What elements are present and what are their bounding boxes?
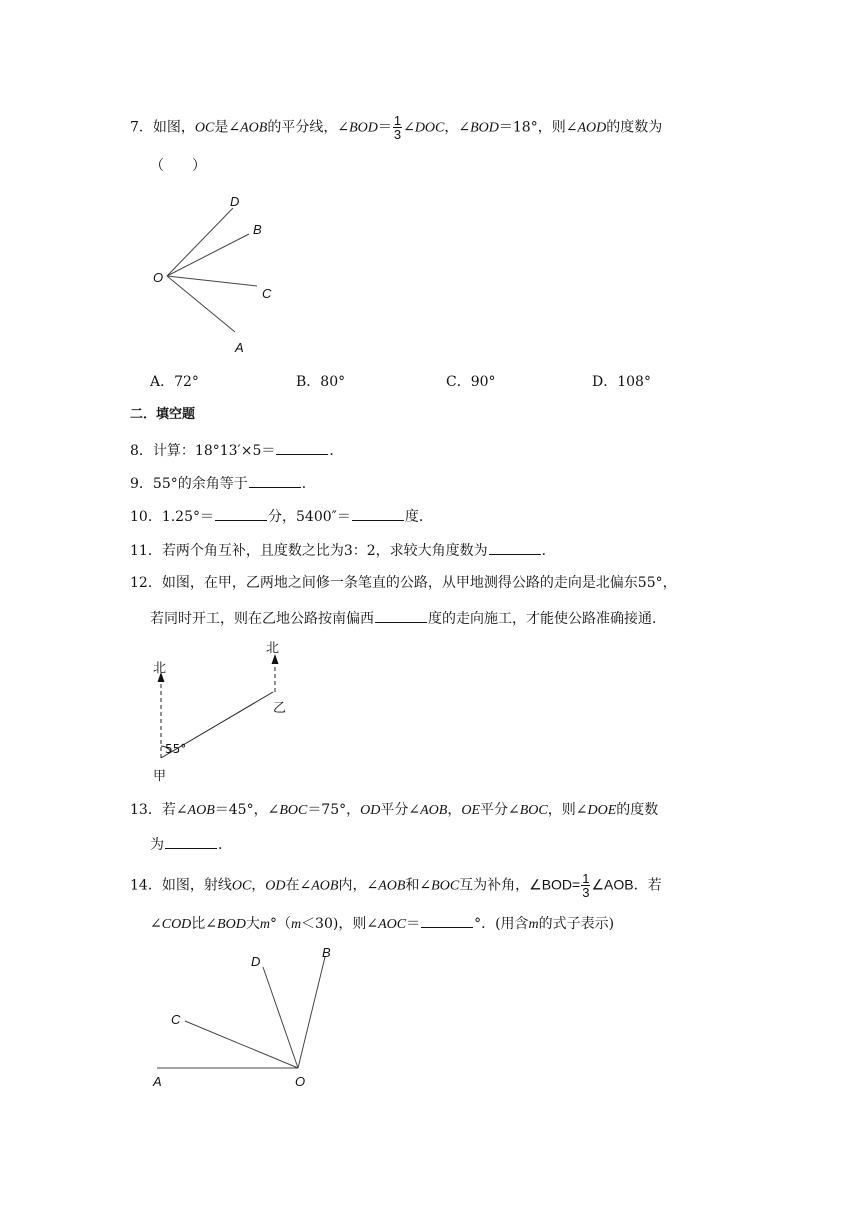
- var-aoc: AOC: [378, 917, 407, 932]
- q11-text: 11．若两个角互补，且度数之比为3：2，求较大角度数为: [130, 543, 488, 559]
- q12-bearing-figure: [145, 632, 325, 792]
- text: °（: [269, 916, 291, 932]
- var-oc: OC: [231, 878, 252, 894]
- q11: [130, 540, 556, 561]
- text: 的度数: [616, 802, 659, 818]
- text: 度．: [404, 509, 433, 525]
- frac-denominator: 3: [393, 127, 402, 142]
- text: ＝: [377, 119, 392, 136]
- text: 度的走向施工，才能使公路准确接通．: [428, 611, 666, 627]
- q7-number: 7．: [130, 119, 153, 136]
- q10-text: 10．1.25°＝: [130, 509, 214, 525]
- var-boc: BOC: [279, 803, 308, 818]
- text: ．: [301, 476, 316, 492]
- label-o: O: [295, 1074, 306, 1089]
- answer-blank: [276, 440, 328, 455]
- text: 在∠: [285, 877, 312, 894]
- text: ，: [251, 877, 266, 894]
- var-doc: DOC: [414, 120, 445, 136]
- label-d: D: [230, 194, 240, 209]
- var-oc: OC: [194, 120, 215, 136]
- text: 和∠: [405, 877, 432, 894]
- text: 内，∠: [338, 877, 379, 894]
- text: °．(用含: [474, 916, 529, 932]
- label-north-yi: 北: [266, 641, 280, 656]
- q8-text: 8．计算：18°13′×5＝: [130, 443, 276, 459]
- text: 是∠: [214, 119, 241, 136]
- answer-blank: [352, 506, 404, 521]
- answer-blank: [249, 473, 301, 488]
- text: ，∠: [444, 119, 471, 136]
- q13-line2: [150, 834, 232, 855]
- label-c: C: [262, 286, 272, 301]
- ray-oc: [167, 276, 257, 286]
- var-oe: OE: [461, 803, 480, 818]
- var-aob: AOB: [311, 878, 339, 894]
- var-aob: AOB: [378, 878, 406, 894]
- label-b: B: [253, 222, 262, 237]
- q7-answer-paren: （ ）: [150, 158, 206, 174]
- text: ，: [447, 802, 462, 818]
- answer-blank: [375, 608, 427, 623]
- text: 14．如图，射线: [130, 877, 232, 894]
- label-yi: 乙: [273, 701, 287, 716]
- var-m: m: [528, 917, 539, 932]
- answer-blank: [489, 540, 541, 555]
- label-b: B: [322, 945, 331, 960]
- text: ．: [329, 443, 344, 459]
- q7-option-d: D．108°: [592, 374, 651, 390]
- label-a: A: [235, 340, 244, 355]
- label-north-jia: 北: [153, 661, 167, 676]
- label-c: C: [171, 1012, 181, 1027]
- ray-ob: [167, 234, 249, 276]
- q10: [130, 506, 433, 527]
- text: 如图，: [152, 119, 195, 136]
- text: ＝18°，则∠: [498, 119, 578, 136]
- text: ∠: [150, 916, 162, 932]
- fraction-one-third: [393, 114, 402, 141]
- text: ．: [218, 837, 232, 853]
- text: ，则∠: [547, 802, 588, 818]
- var-boc: BOC: [431, 878, 460, 894]
- q14-line2: [150, 913, 614, 935]
- text: ∠BOD=: [529, 876, 581, 893]
- text: 为: [150, 837, 164, 853]
- var-aob: AOB: [420, 803, 448, 818]
- var-doe: DOE: [587, 803, 617, 818]
- q7-option-b: B．80°: [296, 374, 346, 390]
- text: 比∠: [191, 916, 218, 932]
- text: ＝75°，: [307, 802, 361, 818]
- q7-option-c: C．90°: [446, 374, 496, 390]
- q13-line1: [130, 800, 658, 821]
- q7-angle-figure: [145, 190, 295, 360]
- text: 的度数为: [606, 119, 663, 136]
- label-d: D: [251, 954, 261, 969]
- label-a: A: [153, 1074, 162, 1089]
- q14-angle-figure: [145, 945, 355, 1095]
- ray-oa: [167, 276, 235, 332]
- q7-option-a: A．72°: [150, 374, 199, 390]
- text: 大: [245, 916, 260, 932]
- text: ∠AOB．若: [591, 876, 662, 893]
- text: 平分∠: [480, 802, 520, 818]
- text: 互为补角，: [459, 877, 530, 894]
- q12-line1: 12．如图，在甲，乙两地之间修一条笔直的公路，从甲地测得公路的走向是北偏东55°，: [130, 575, 677, 591]
- label-angle-55: 55°: [165, 742, 187, 756]
- text: 的式子表示): [538, 916, 615, 932]
- var-m: m: [290, 917, 302, 932]
- ray-od: [167, 208, 233, 276]
- q12-line2: [150, 608, 666, 629]
- var-cod: COD: [161, 917, 192, 932]
- q7-stem-line1: [130, 114, 662, 141]
- q9-text: 9．55°的余角等于: [130, 476, 248, 492]
- text: 若同时开工，则在乙地公路按南偏西: [150, 611, 374, 627]
- q14-line1: [130, 872, 662, 899]
- fraction-one-third: [581, 872, 590, 899]
- text: 平分∠: [380, 802, 421, 818]
- var-bod: BOD: [470, 120, 499, 136]
- section-heading-fill-in: 二．填空题: [130, 407, 196, 422]
- frac-numerator: 1: [582, 871, 590, 886]
- answer-blank: [165, 834, 217, 849]
- var-aob: AOB: [187, 803, 215, 818]
- ray-od: [263, 967, 298, 1068]
- var-od: OD: [265, 878, 286, 894]
- var-boc: BOC: [519, 803, 548, 818]
- text: 的平分线，∠: [267, 119, 350, 136]
- q8: [130, 440, 343, 461]
- text: ．: [541, 543, 556, 559]
- var-bod: BOD: [349, 120, 378, 136]
- var-aob: AOB: [240, 120, 268, 136]
- text: ∠: [403, 119, 415, 136]
- text: 13．若∠: [130, 802, 188, 818]
- label-jia: 甲: [153, 769, 167, 784]
- answer-blank: [421, 913, 473, 928]
- answer-blank: [215, 506, 267, 521]
- label-o: O: [153, 270, 164, 285]
- ray-oc: [185, 1021, 298, 1068]
- text: ＝45°，∠: [214, 802, 280, 818]
- var-od: OD: [360, 803, 381, 818]
- ray-ob: [298, 957, 325, 1068]
- var-aod: AOD: [577, 120, 607, 136]
- text: ＜30)，则∠: [301, 916, 379, 932]
- text: ＝: [406, 916, 421, 932]
- var-bod: BOD: [217, 917, 246, 932]
- var-m: m: [259, 917, 270, 932]
- frac-denominator: 3: [582, 885, 590, 900]
- q9: [130, 473, 316, 494]
- text: 分，5400″＝: [268, 509, 351, 525]
- frac-numerator: 1: [393, 113, 402, 128]
